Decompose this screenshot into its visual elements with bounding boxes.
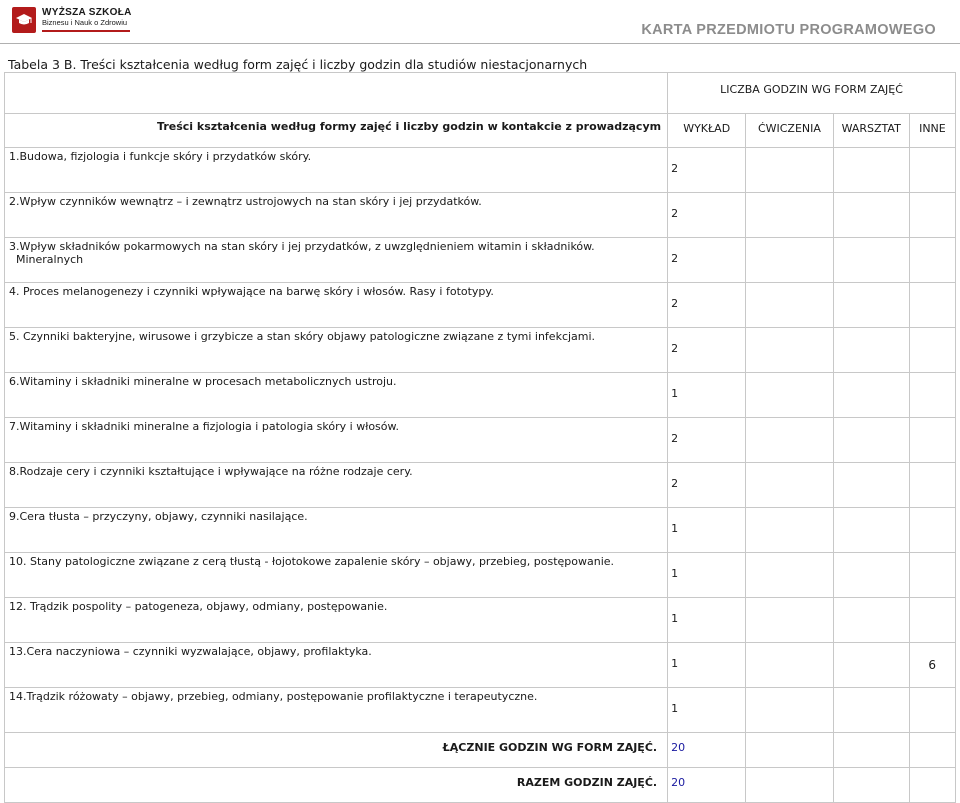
inne-hours bbox=[909, 238, 955, 283]
topic-cell bbox=[5, 643, 668, 688]
totals-label: ŁĄCZNIE GODZIN WG FORM ZAJĘĆ. bbox=[5, 733, 668, 768]
inne-hours bbox=[909, 508, 955, 553]
topic-text: 10. Stany patologiczne związane z cerą tłustą - łojotokowe zapalenie skóry – objawy, przebieg, postępowanie. bbox=[9, 555, 615, 568]
inne-hours bbox=[909, 193, 955, 238]
topic-text: 13.Cera naczyniowa – czynniki wyzwalające, objawy, profilaktyka. bbox=[9, 645, 372, 658]
table-row bbox=[5, 193, 956, 238]
topic-cell bbox=[5, 373, 668, 418]
hours-group-header: LICZBA GODZIN WG FORM ZAJĘĆ bbox=[668, 73, 956, 114]
topic-text: 14.Trądzik różowaty – objawy, przebieg, odmiany, postępowanie profilaktyczne i terapeutyczne. bbox=[9, 690, 538, 703]
table-row bbox=[5, 238, 956, 283]
topic-cell bbox=[5, 418, 668, 463]
graduation-cap-icon bbox=[12, 7, 36, 33]
table-row bbox=[5, 508, 956, 553]
table-row bbox=[5, 598, 956, 643]
logo-subtitle: Biznesu i Nauk o Zdrowiu bbox=[42, 18, 128, 27]
topic-cell bbox=[5, 508, 668, 553]
totals-cwiczenia-hours bbox=[746, 768, 833, 803]
course-content-table bbox=[4, 72, 956, 803]
warsztat-hours bbox=[833, 283, 909, 328]
totals-row bbox=[5, 768, 956, 803]
inne-hours bbox=[909, 373, 955, 418]
warsztat-hours bbox=[833, 148, 909, 193]
wyklad-hours: 2 bbox=[668, 193, 746, 238]
table-row bbox=[5, 328, 956, 373]
wyklad-hours: 1 bbox=[668, 508, 746, 553]
cwiczenia-hours bbox=[746, 148, 833, 193]
document-title: KARTA PRZEDMIOTU PROGRAMOWEGO bbox=[641, 22, 936, 38]
column-header-inne: INNE bbox=[909, 114, 955, 148]
topic-cell bbox=[5, 193, 668, 238]
table-row bbox=[5, 373, 956, 418]
table-caption: Tabela 3 B. Treści kształcenia według form zajęć i liczby godzin dla studiów niestacjonarnych bbox=[8, 57, 588, 72]
content-header: Treści kształcenia według formy zajęć i liczby godzin w kontakcie z prowadzącym bbox=[5, 114, 668, 148]
warsztat-hours bbox=[833, 418, 909, 463]
wyklad-hours: 2 bbox=[668, 418, 746, 463]
totals-wyklad-hours: 20 bbox=[668, 768, 746, 803]
wyklad-hours: 2 bbox=[668, 238, 746, 283]
cwiczenia-hours bbox=[746, 688, 833, 733]
warsztat-hours bbox=[833, 463, 909, 508]
warsztat-hours bbox=[833, 553, 909, 598]
wyklad-hours: 2 bbox=[668, 463, 746, 508]
warsztat-hours bbox=[833, 193, 909, 238]
inne-hours bbox=[909, 553, 955, 598]
wyklad-hours: 1 bbox=[668, 598, 746, 643]
topic-text: 12. Trądzik pospolity – patogeneza, objawy, odmiany, postępowanie. bbox=[9, 600, 388, 613]
warsztat-hours bbox=[833, 328, 909, 373]
topic-text: 4. Proces melanogenezy i czynniki wpływające na barwę skóry i włosów. Rasy i fototypy. bbox=[9, 285, 494, 298]
table-row bbox=[5, 148, 956, 193]
warsztat-hours bbox=[833, 508, 909, 553]
table-row bbox=[5, 418, 956, 463]
wyklad-hours: 2 bbox=[668, 328, 746, 373]
school-logo bbox=[12, 5, 134, 35]
topic-cell bbox=[5, 688, 668, 733]
totals-cwiczenia-hours bbox=[746, 733, 833, 768]
table-row bbox=[5, 643, 956, 688]
inne-hours bbox=[909, 688, 955, 733]
column-header-cwiczenia: ĆWICZENIA bbox=[746, 114, 833, 148]
inne-hours bbox=[909, 283, 955, 328]
topic-cell bbox=[5, 598, 668, 643]
topic-cell bbox=[5, 328, 668, 373]
totals-inne-hours bbox=[909, 733, 955, 768]
topic-cell bbox=[5, 553, 668, 598]
logo-name: WYŻSZA SZKOŁA bbox=[42, 7, 132, 18]
logo-underline bbox=[42, 30, 130, 32]
topic-text: 6.Witaminy i składniki mineralne w procesach metabolicznych ustroju. bbox=[9, 375, 397, 388]
topic-text: 3.Wpływ składników pokarmowych na stan skóry i jej przydatków, z uwzględnieniem witamin i składników. bbox=[9, 240, 595, 253]
totals-row bbox=[5, 733, 956, 768]
topic-text-continued: Mineralnych bbox=[16, 253, 84, 266]
warsztat-hours bbox=[833, 688, 909, 733]
topic-cell bbox=[5, 283, 668, 328]
cwiczenia-hours bbox=[746, 418, 833, 463]
wyklad-hours: 1 bbox=[668, 688, 746, 733]
header-blank bbox=[5, 73, 668, 114]
header-divider bbox=[0, 43, 960, 44]
totals-warsztat-hours bbox=[833, 733, 909, 768]
inne-hours bbox=[909, 463, 955, 508]
column-header-wyklad: WYKŁAD bbox=[668, 114, 746, 148]
cwiczenia-hours bbox=[746, 553, 833, 598]
topic-text: 8.Rodzaje cery i czynniki kształtujące i wpływające na różne rodzaje cery. bbox=[9, 465, 413, 478]
warsztat-hours bbox=[833, 643, 909, 688]
cwiczenia-hours bbox=[746, 463, 833, 508]
topic-text: 9.Cera tłusta – przyczyny, objawy, czynniki nasilające. bbox=[9, 510, 308, 523]
warsztat-hours bbox=[833, 373, 909, 418]
page-number: 6 bbox=[928, 658, 936, 672]
cwiczenia-hours bbox=[746, 193, 833, 238]
cwiczenia-hours bbox=[746, 643, 833, 688]
topic-text: 7.Witaminy i składniki mineralne a fizjologia i patologia skóry i włosów. bbox=[9, 420, 399, 433]
table-row bbox=[5, 688, 956, 733]
wyklad-hours: 2 bbox=[668, 283, 746, 328]
wyklad-hours: 1 bbox=[668, 643, 746, 688]
topic-cell bbox=[5, 238, 668, 283]
cwiczenia-hours bbox=[746, 508, 833, 553]
column-header-warsztat: WARSZTAT bbox=[833, 114, 909, 148]
wyklad-hours: 1 bbox=[668, 553, 746, 598]
topic-text: 1.Budowa, fizjologia i funkcje skóry i przydatków skóry. bbox=[9, 150, 312, 163]
inne-hours bbox=[909, 148, 955, 193]
wyklad-hours: 1 bbox=[668, 373, 746, 418]
cwiczenia-hours bbox=[746, 238, 833, 283]
totals-wyklad-hours: 20 bbox=[668, 733, 746, 768]
table-row bbox=[5, 553, 956, 598]
totals-inne-hours bbox=[909, 768, 955, 803]
topic-text: 5. Czynniki bakteryjne, wirusowe i grzybicze a stan skóry objawy patologiczne związane z tymi infekcjami. bbox=[9, 330, 596, 343]
warsztat-hours bbox=[833, 238, 909, 283]
topic-cell bbox=[5, 148, 668, 193]
table-row bbox=[5, 283, 956, 328]
inne-hours bbox=[909, 328, 955, 373]
totals-warsztat-hours bbox=[833, 768, 909, 803]
topic-text: 2.Wpływ czynników wewnątrz – i zewnątrz ustrojowych na stan skóry i jej przydatków. bbox=[9, 195, 482, 208]
cwiczenia-hours bbox=[746, 283, 833, 328]
inne-hours bbox=[909, 418, 955, 463]
topic-cell bbox=[5, 463, 668, 508]
table-row bbox=[5, 463, 956, 508]
totals-label: RAZEM GODZIN ZAJĘĆ. bbox=[5, 768, 668, 803]
inne-hours bbox=[909, 598, 955, 643]
cwiczenia-hours bbox=[746, 598, 833, 643]
warsztat-hours bbox=[833, 598, 909, 643]
wyklad-hours: 2 bbox=[668, 148, 746, 193]
cwiczenia-hours bbox=[746, 373, 833, 418]
cwiczenia-hours bbox=[746, 328, 833, 373]
